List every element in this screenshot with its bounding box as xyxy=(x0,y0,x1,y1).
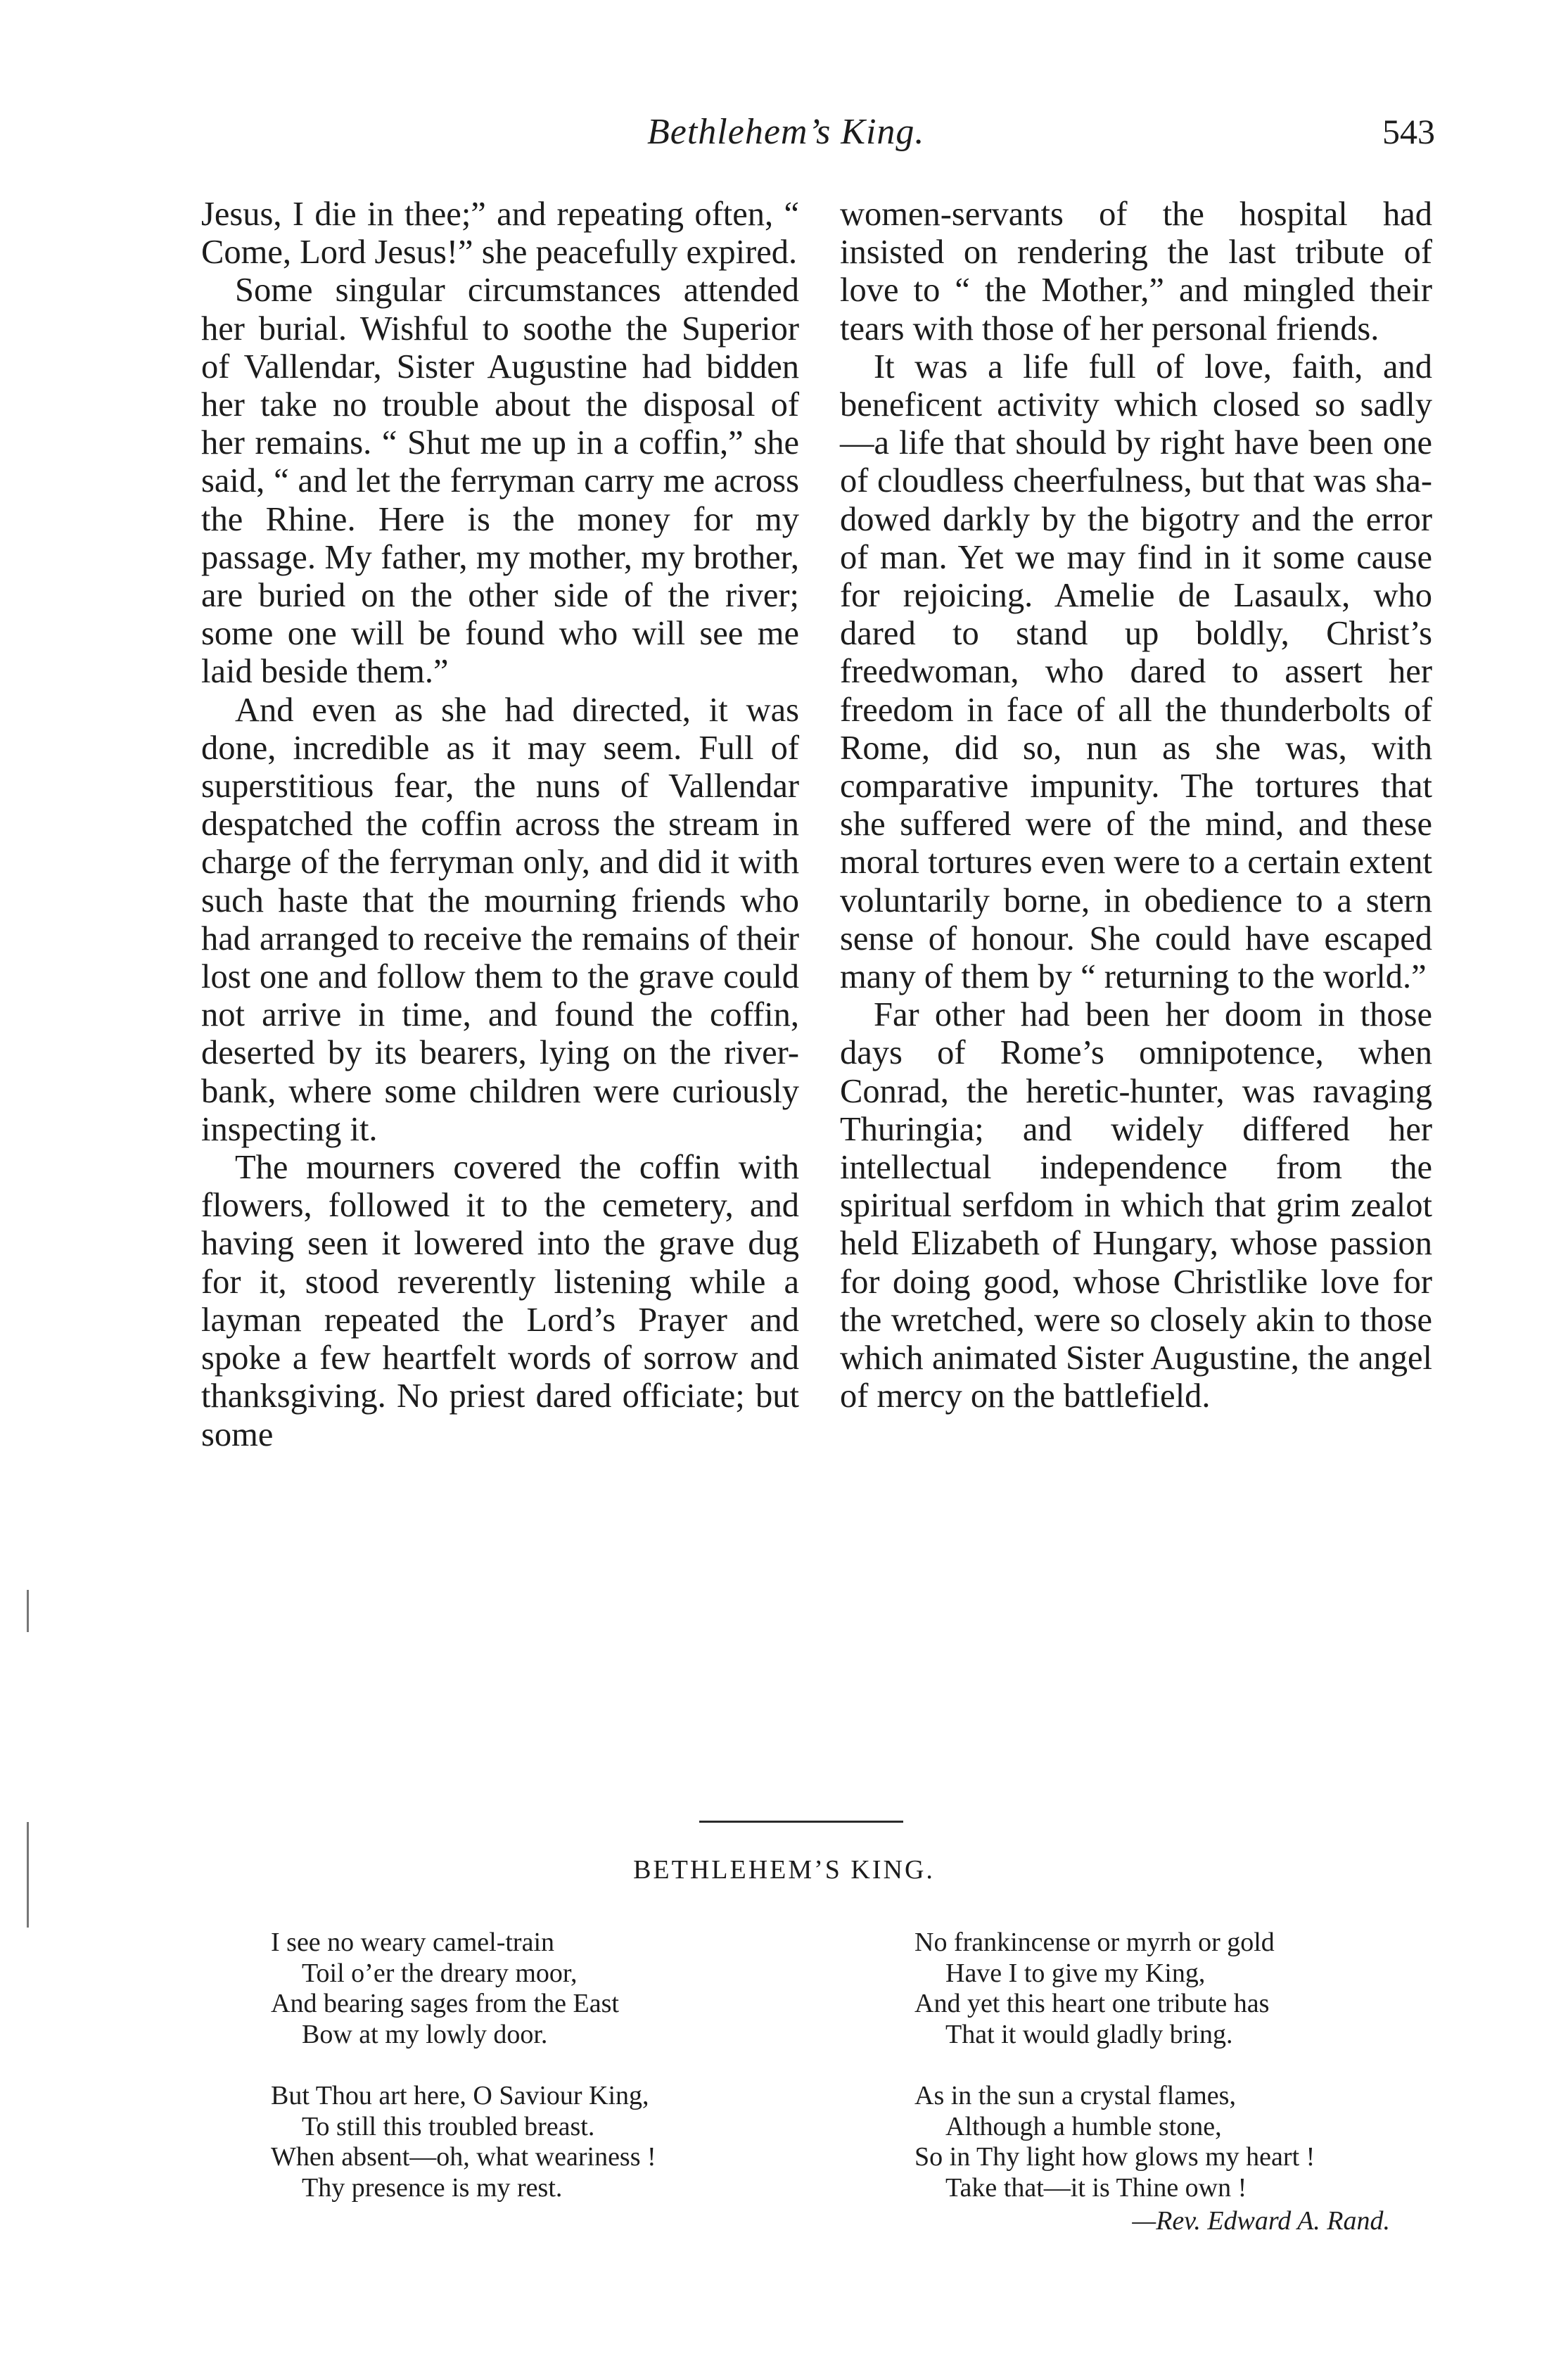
poem-line: And yet this heart one tribute has xyxy=(914,1989,1270,2018)
poem-line: And bearing sages from the East xyxy=(271,1989,619,2018)
margin-scan-mark xyxy=(27,1590,29,1632)
poem-line: No frankincense or myrrh or gold xyxy=(914,1928,1275,1957)
poem-line: To still this troubled breast. xyxy=(302,2111,595,2141)
paragraph: Jesus, I die in thee;” and repeating often, “ Come, Lord Jesus!” she peacefully expired. xyxy=(201,196,799,272)
page-number: 543 xyxy=(1382,112,1435,151)
poem-right-column xyxy=(914,1928,1449,2234)
poem-line: When absent—oh, what weariness ! xyxy=(271,2142,656,2172)
paragraph: Some singular circumstances attended her burial. Wishful to soothe the Superior of Vallendar, Sister Augustine had bidden her take no trouble about the disposal of her remains. “ Shut me up in a coffin,” she said, “ and let the ferryman carry me across the Rhine. Here is the money for my passage. My father, my mother, my brother, are buried on the other side of the river; some one will be found who will see me laid beside them.” xyxy=(201,272,799,691)
section-divider xyxy=(699,1821,903,1823)
paragraph: The mourners covered the coffin with flowers, followed it to the cemetery, and having seen it lowered into the grave dug for it, stood reverently listening while a layman repeated the Lord’s Prayer and spoke a few heartfelt words of sorrow and thanksgiving. No priest dared officiate; but some xyxy=(201,1149,799,1453)
poem-line: Toil o’er the dreary moor, xyxy=(302,1958,578,1988)
poem-attribution: —Rev. Edward A. Rand. xyxy=(1132,2206,1390,2236)
article-left-column xyxy=(201,196,799,1454)
poem-stanza xyxy=(914,2081,1449,2203)
poem-line: Thy presence is my rest. xyxy=(302,2172,563,2203)
poem-line: As in the sun a crystal flames, xyxy=(914,2081,1236,2110)
article-right-column xyxy=(840,196,1432,1416)
poem-stanza xyxy=(271,1928,805,2050)
poem-line: So in Thy light how glows my heart ! xyxy=(914,2142,1315,2172)
paragraph: women-servants of the hospital had insisted on rendering the last tribute of love to “ the Mother,” and mingled their tears with those of her personal friends. xyxy=(840,196,1432,348)
poem-line: Although a humble stone, xyxy=(945,2111,1222,2141)
poem-line: Take that—it is Thine own ! xyxy=(945,2172,1247,2203)
poem-line: But Thou art here, O Saviour King, xyxy=(271,2081,649,2110)
poem-line: I see no weary camel-train xyxy=(271,1928,555,1957)
poem-stanza xyxy=(271,2081,805,2203)
poem-line: Have I to give my King, xyxy=(945,1958,1206,1988)
poem-line: Bow at my lowly door. xyxy=(302,2019,548,2049)
poem-left-column xyxy=(271,1928,805,2234)
margin-scan-mark xyxy=(27,1822,29,1928)
poem-title: BETHLEHEM’S KING. xyxy=(633,1855,935,1885)
paragraph: Far other had been her doom in those days of Rome’s omnipotence, when Conrad, the heretic-hunter, was ravaging Thuringia; and widely differed her intellectual independence from the spiritual serfdom in which that grim zealot held Elizabeth of Hungary, whose passion for doing good, whose Christlike love for the wretched, were so closely akin to those which animated Sister Augustine, the angel of mercy on the battlefield. xyxy=(840,996,1432,1415)
running-title: Bethlehem’s King. xyxy=(647,112,925,152)
paragraph: And even as she had directed, it was done, incredible as it may seem. Full of superstitious fear, the nuns of Vallendar despatched the coffin across the stream in charge of the ferryman only, and did it with such haste that the mourning friends who had arranged to receive the remains of their lost one and follow them to the grave could not arrive in time, and found the coffin, deserted by its bearers, lying on the river-bank, where some children were curiously inspecting it. xyxy=(201,691,799,1148)
paragraph: It was a life full of love, faith, and beneficent activity which closed so sadly—a life that should by right have been one of cloudless cheerfulness, but that was shadowed darkly by the bigotry and the error of man. Yet we may find in it some cause for rejoicing. Amelie de Lasaulx, who dared to stand up boldly, Christ’s freedwoman, who dared to assert her freedom in face of all the thunderbolts of Rome, did so, nun as she was, with comparative impunity. The tortures that she suffered were of the mind, and these moral tortures even were to a certain extent voluntarily borne, in obedience to a stern sense of honour. She could have escaped many of them by “ returning to the world.” xyxy=(840,348,1432,996)
poem-line: That it would gladly bring. xyxy=(945,2019,1233,2049)
poem-stanza xyxy=(914,1928,1449,2050)
page-header xyxy=(647,111,1435,167)
